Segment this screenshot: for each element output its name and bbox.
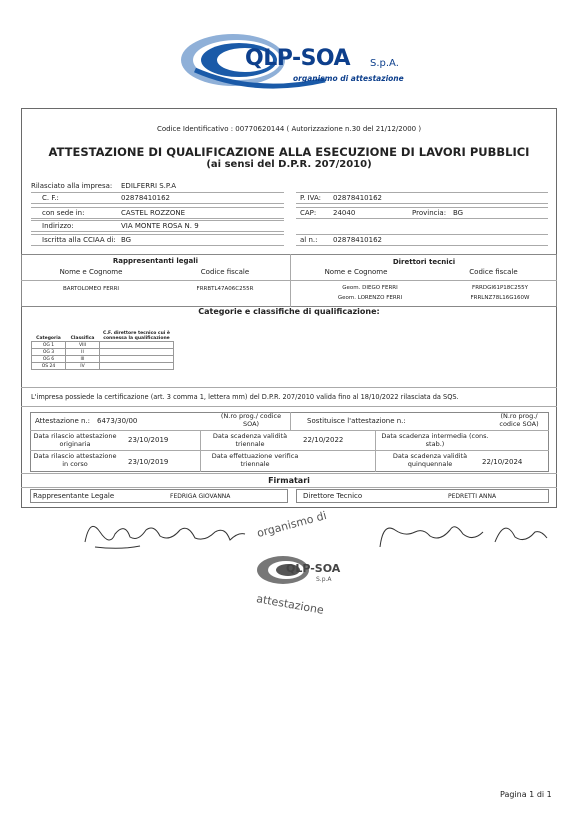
cert-rule <box>21 387 557 388</box>
tech-title: Direttori tecnici <box>392 258 456 266</box>
att-inter-label: Data scadenza intermedia (cons. stab.) <box>381 432 489 448</box>
cert-rule-bottom <box>21 406 557 407</box>
class-cell: III <box>66 356 100 363</box>
tech-row-cf: FRRLNZ78L16G160W <box>470 295 530 301</box>
sede-label: con sede in: <box>42 209 85 217</box>
aln-label: al n.: <box>300 236 318 244</box>
stamp-logo-text: QLP-SOA <box>286 562 341 575</box>
tech-row-cf: FRRDGI61P18C255Y <box>472 285 528 291</box>
issued-value: EDILFERRI S.P.A <box>121 182 177 190</box>
signer-tech-value: PEDRETTI ANNA <box>448 493 497 500</box>
cciaa-value: BG <box>121 236 132 244</box>
att-nprog-2: (N.ro prog./ codice SOA) <box>499 412 539 428</box>
att-num-label: Attestazione n.: <box>35 417 91 425</box>
cf-cell <box>100 342 174 349</box>
cap-label: CAP: <box>300 209 317 217</box>
cf-value: 02878410162 <box>121 194 170 202</box>
signers-rule <box>21 487 557 488</box>
signers-rule <box>21 473 557 474</box>
legal-col-name: Nome e Cognome <box>59 268 123 276</box>
att-hline <box>30 450 549 451</box>
signers-title: Firmatari <box>268 476 310 485</box>
signer-tech-label: Direttore Tecnico <box>303 492 363 500</box>
code-line: Codice Identificativo : 00770620144 ( Autorizzazione n.30 del 21/12/2000 ) <box>156 125 422 133</box>
cf-cell <box>100 363 174 370</box>
signer-legal-label: Rappresentante Legale <box>33 492 115 500</box>
att-nprog-1: (N.ro prog./ codice SOA) <box>220 412 282 428</box>
categories-title: Categorie e classifiche di qualificazione: <box>198 307 380 316</box>
table-row <box>32 342 174 349</box>
class-cell: II <box>66 349 100 356</box>
cap-value: 24040 <box>333 209 356 217</box>
legal-title: Rappresentanti legali <box>112 257 199 265</box>
col-classifica: Classifica <box>70 336 95 341</box>
logo-spa: S.p.A. <box>370 58 399 69</box>
table-row <box>32 363 174 370</box>
att-orig-value: 23/10/2019 <box>128 436 169 444</box>
issued-label: Rilasciato alla impresa: <box>31 182 113 190</box>
legal-header-rule <box>21 280 557 281</box>
att-triennial-value: 22/10/2022 <box>303 436 344 444</box>
att-quinq-label: Data scadenza validità quinquennale <box>392 452 468 468</box>
class-cell: IV <box>66 363 100 370</box>
col-categoria: Categoria <box>36 336 61 341</box>
addr-value: VIA MONTE ROSA N. 9 <box>121 222 199 230</box>
stamp-spa-text: S.p.A <box>316 576 332 583</box>
att-vline <box>290 412 291 431</box>
prov-label: Provincia: <box>412 209 447 217</box>
cf-cell <box>100 356 174 363</box>
addr-label: Indirizzo: <box>42 222 74 230</box>
page-number: Pagina 1 di 1 <box>500 790 552 799</box>
tech-row-name: Geom. LORENZO FERRI <box>337 295 403 301</box>
prov-value: BG <box>453 209 464 217</box>
table-row <box>32 349 174 356</box>
aln-value: 02878410162 <box>333 236 382 244</box>
legal-col-cf: Codice fiscale <box>200 268 250 276</box>
legal-row-cf: FRRBTL47A06C255R <box>196 286 254 292</box>
sede-value: CASTEL ROZZONE <box>121 209 186 217</box>
stamp-top-text: organismo di <box>255 508 328 541</box>
document-title: ATTESTAZIONE DI QUALIFICAZIONE ALLA ESECUZIONE DI LAVORI PUBBLICI <box>48 145 530 159</box>
tech-col-cf: Codice fiscale <box>469 268 518 276</box>
cat-cell: OG 3 <box>32 349 66 356</box>
table-row <box>32 356 174 363</box>
cat-cell: OG 1 <box>32 342 66 349</box>
cciaa-label: Iscritta alla CCIAA di: <box>42 236 116 244</box>
att-num-value: 6473/30/00 <box>97 417 138 425</box>
att-subst-label: Sostituisce l'attestazione n.: <box>307 417 406 425</box>
piva-label: P. IVA: <box>300 194 322 202</box>
att-quinq-value: 22/10/2024 <box>482 458 523 466</box>
header-logo <box>175 18 415 98</box>
signature-tech <box>375 512 550 552</box>
cat-cell: OS 24 <box>32 363 66 370</box>
att-triennial-label: Data scadenza validità triennale <box>212 432 288 448</box>
logo-tagline: organismo di attestazione <box>293 74 404 83</box>
piva-value: 02878410162 <box>333 194 382 202</box>
att-current-value: 23/10/2019 <box>128 458 169 466</box>
tech-row-name: Geom. DIEGO FERRI <box>342 285 398 291</box>
document-subtitle: (ai sensi del D.P.R. 207/2010) <box>206 159 372 170</box>
att-vline <box>375 430 376 472</box>
att-vline <box>200 430 201 472</box>
cat-cell: OG 6 <box>32 356 66 363</box>
cf-label: C. F.: <box>42 194 59 202</box>
certification-text: L'impresa possiede la certificazione (art. 3 comma 1, lettera mm) del D.P.R. 207/2010 valida fino al 18/10/2022 rilasciata da SQS. <box>31 393 459 401</box>
categories-table <box>31 329 174 370</box>
legal-row-name: BARTOLOMEO FERRI <box>62 286 120 292</box>
signer-legal-value: FEDRIGA GIOVANNA <box>170 493 231 500</box>
cf-cell <box>100 349 174 356</box>
stamp <box>238 508 358 622</box>
logo-name: QLP-SOA <box>245 46 351 71</box>
stamp-bottom-text: attestazione <box>255 592 325 617</box>
att-verify-label: Data effettuazione verifica triennale <box>211 452 299 468</box>
col-cf-director: C.F. direttore tecnico cui è connessa la qualificazione <box>103 331 170 341</box>
tech-col-name: Nome e Cognome <box>324 268 388 276</box>
class-cell: VIII <box>66 342 100 349</box>
att-current-label: Data rilascio attestazione in corso <box>33 452 117 468</box>
att-orig-label: Data rilascio attestazione originaria <box>33 432 117 448</box>
signature-legal <box>80 512 250 552</box>
